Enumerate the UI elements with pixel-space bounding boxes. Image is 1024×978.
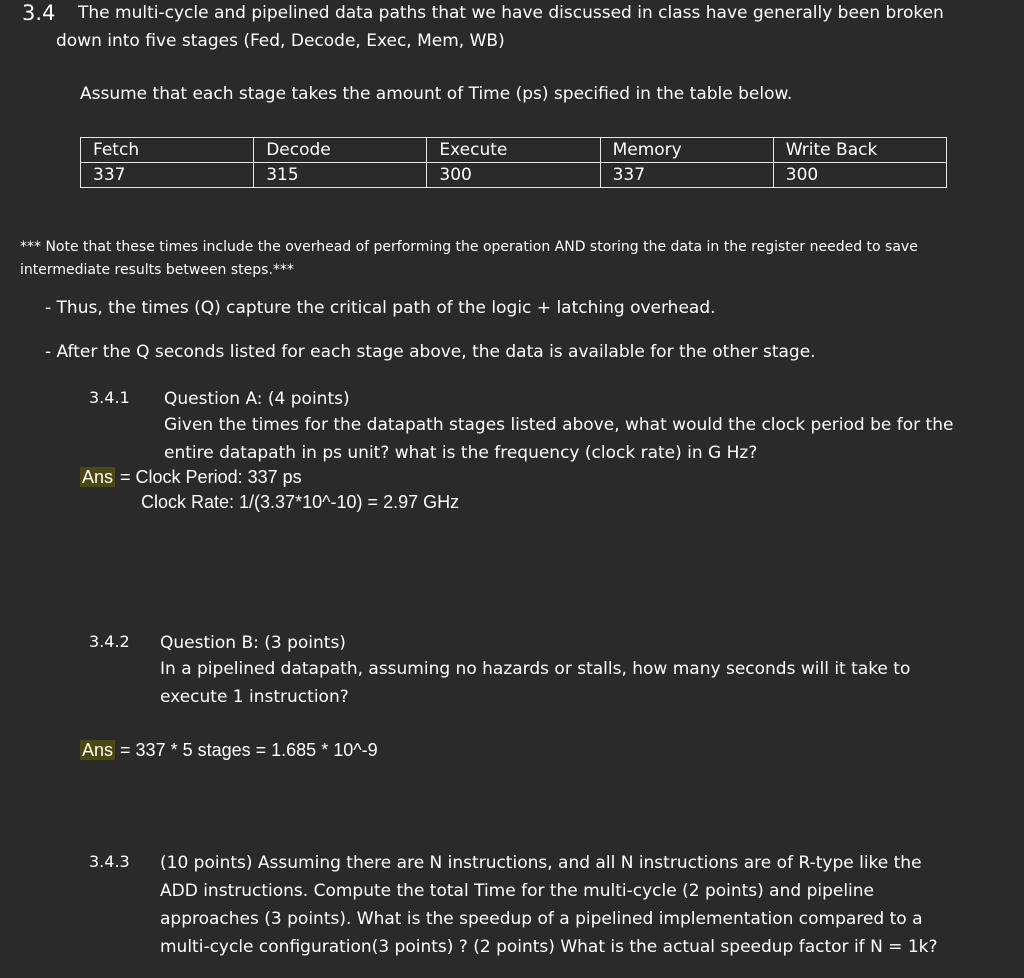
answer-b <box>80 740 378 761</box>
table-header-row <box>81 138 947 163</box>
section-title-line1: The multi-cycle and pipelined data paths that we have discussed in class have generally been broken <box>78 3 944 23</box>
question-c-body: (10 points) Assuming there are N instructions, and all N instructions are of R-type like the ADD instructions. Compute the total Time for the multi-cycle (2 points) and pipeline approaches (3 points). What is the speedup of a pipelined implementation compared to a multi-cycle configuration(3 points) ? (2 points) What is the actual speedup factor if N = 1k? <box>160 853 938 957</box>
table-header-cell: Memory <box>600 138 773 163</box>
table-cell: 300 <box>773 163 946 188</box>
question-b-title: Question B: (3 points) <box>160 633 346 653</box>
table-header-cell: Write Back <box>773 138 946 163</box>
question-b-number: 3.4.2 <box>89 632 130 651</box>
assume-text: Assume that each stage takes the amount of Time (ps) specified in the table below. <box>80 84 793 104</box>
table-header-cell: Execute <box>427 138 600 163</box>
answer-a-clock-period: = Clock Period: 337 ps <box>115 467 302 487</box>
table-cell: 300 <box>427 163 600 188</box>
answer-a-clock-rate: Clock Rate: 1/(3.37*10^-10) = 2.97 GHz <box>141 492 460 512</box>
table-cell: 337 <box>600 163 773 188</box>
stage-time-table <box>80 137 947 188</box>
question-a-title: Question A: (4 points) <box>164 389 350 409</box>
section-title-line2: down into five stages (Fed, Decode, Exec, Mem, WB) <box>56 31 505 51</box>
question-c-number: 3.4.3 <box>89 852 130 871</box>
bullet-critical-path: - Thus, the times (Q) capture the critical path of the logic + latching overhead. <box>45 298 716 318</box>
question-a-number: 3.4.1 <box>89 388 130 407</box>
table-cell: 337 <box>81 163 254 188</box>
answer-a <box>80 467 302 488</box>
table-row <box>81 163 947 188</box>
bullet-data-available: - After the Q seconds listed for each stage above, the data is available for the other stage. <box>45 342 816 362</box>
overhead-note: *** Note that these times include the overhead of performing the operation AND storing the data in the register needed to save intermediate results between steps.*** <box>20 239 918 278</box>
answer-label-highlight: Ans <box>82 740 114 760</box>
table-header-cell: Decode <box>254 138 427 163</box>
answer-b-value: = 337 * 5 stages = 1.685 * 10^-9 <box>115 740 378 760</box>
table-cell: 315 <box>254 163 427 188</box>
table-header-cell: Fetch <box>81 138 254 163</box>
question-b-body: In a pipelined datapath, assuming no hazards or stalls, how many seconds will it take to execute 1 instruction? <box>160 659 911 707</box>
answer-label-highlight: Ans <box>82 467 114 487</box>
question-a-body: Given the times for the datapath stages listed above, what would the clock period be for the entire datapath in ps unit? what is the frequency (clock rate) in G Hz? <box>164 415 954 463</box>
section-number: 3.4 <box>22 1 56 25</box>
